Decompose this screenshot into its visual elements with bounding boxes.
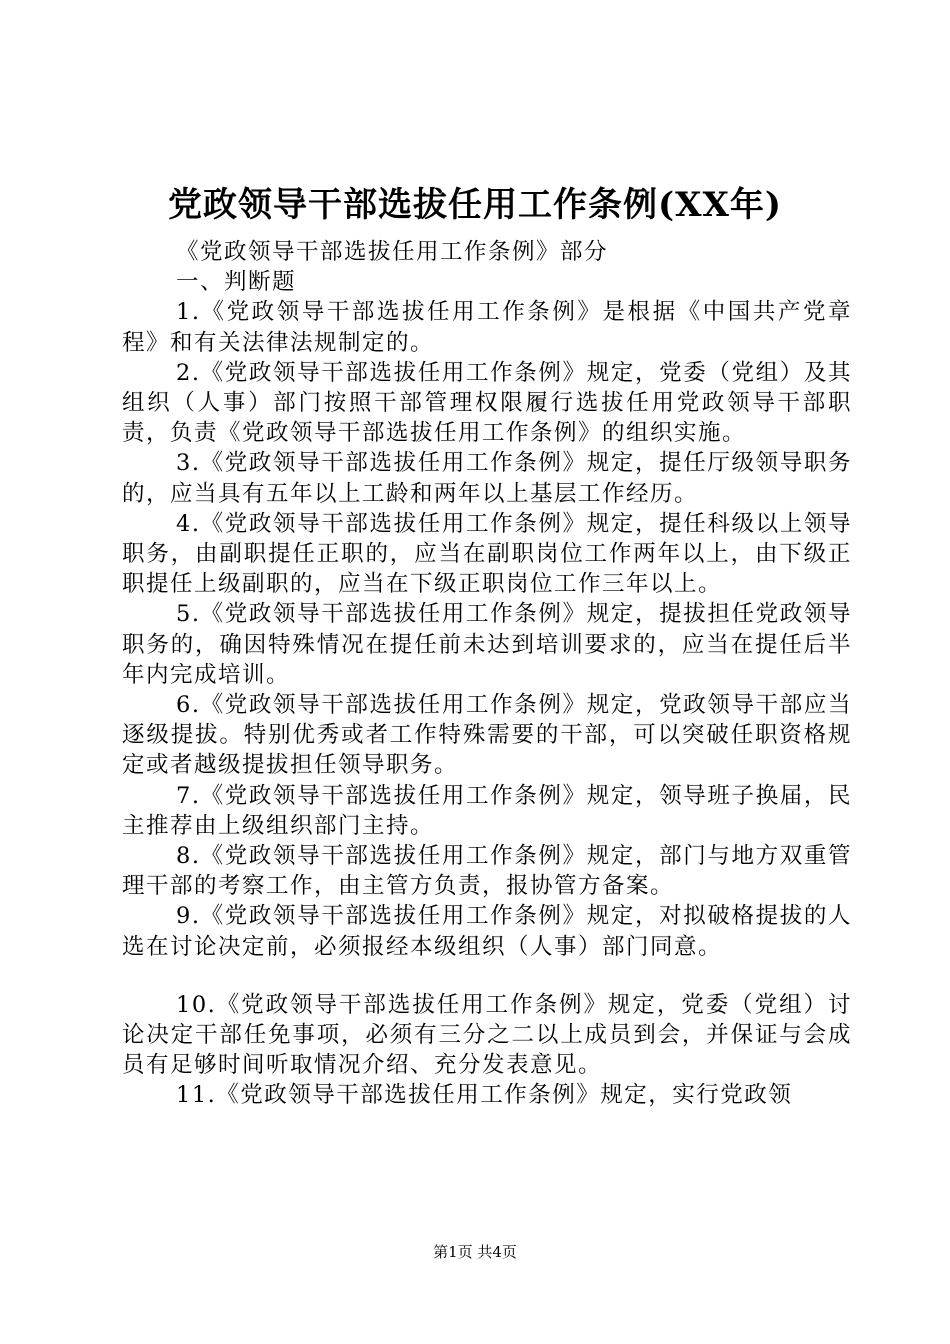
question-item-7: 7.《党政领导干部选拔任用工作条例》规定，领导班子换届，民主推荐由上级组织部门主持。 bbox=[122, 782, 852, 839]
page-number-footer: 第1页 共4页 bbox=[433, 1243, 517, 1261]
question-item-10: 10.《党政领导干部选拔任用工作条例》规定，党委（党组）讨论决定干部任免事项，必须有三分之二以上成员到会，并保证与会成员有足够时间听取情况介绍、充分发表意见。 bbox=[122, 991, 852, 1079]
question-item-2: 2.《党政领导干部选拔任用工作条例》规定，党委（党组）及其组织（人事）部门按照干部管理权限履行选拔任用党政领导干部职责，负责《党政领导干部选拔任用工作条例》的组织实施。 bbox=[122, 359, 852, 447]
question-item-3: 3.《党政领导干部选拔任用工作条例》规定，提任厅级领导职务的，应当具有五年以上工龄和两年以上基层工作经历。 bbox=[122, 450, 852, 507]
section-heading: 一、判断题 bbox=[176, 269, 297, 296]
document-title: 党政领导干部选拔任用工作条例(XX年) bbox=[168, 185, 782, 225]
question-item-6: 6.《党政领导干部选拔任用工作条例》规定，党政领导干部应当逐级提拔。特别优秀或者工作特殊需要的干部，可以突破任职资格规定或者越级提拔担任领导职务。 bbox=[122, 692, 852, 779]
document-subtitle: 《党政领导干部选拔任用工作条例》部分 bbox=[176, 239, 609, 265]
document-body bbox=[122, 237, 852, 1111]
question-item-5: 5.《党政领导干部选拔任用工作条例》规定，提拔担任党政领导职务的，确因特殊情况在提任前未达到培训要求的，应当在提任后半年内完成培训。 bbox=[122, 601, 852, 688]
question-item-8: 8.《党政领导干部选拔任用工作条例》规定，部门与地方双重管理干部的考察工作，由主管方负责，报协管方备案。 bbox=[122, 843, 852, 900]
question-item-11: 11.《党政领导干部选拔任用工作条例》规定，实行党政领 bbox=[176, 1082, 793, 1109]
question-item-4: 4.《党政领导干部选拔任用工作条例》规定，提任科级以上领导职务，由副职提任正职的，应当在副职岗位工作两年以上，由下级正职提任上级副职的，应当在下级正职岗位工作三年以上。 bbox=[122, 510, 852, 598]
question-item-9: 9.《党政领导干部选拔任用工作条例》规定，对拟破格提拔的人选在讨论决定前，必须报经本级组织（人事）部门同意。 bbox=[122, 903, 852, 960]
question-item-1: 1.《党政领导干部选拔任用工作条例》是根据《中国共产党章程》和有关法律法规制定的。 bbox=[122, 299, 852, 356]
